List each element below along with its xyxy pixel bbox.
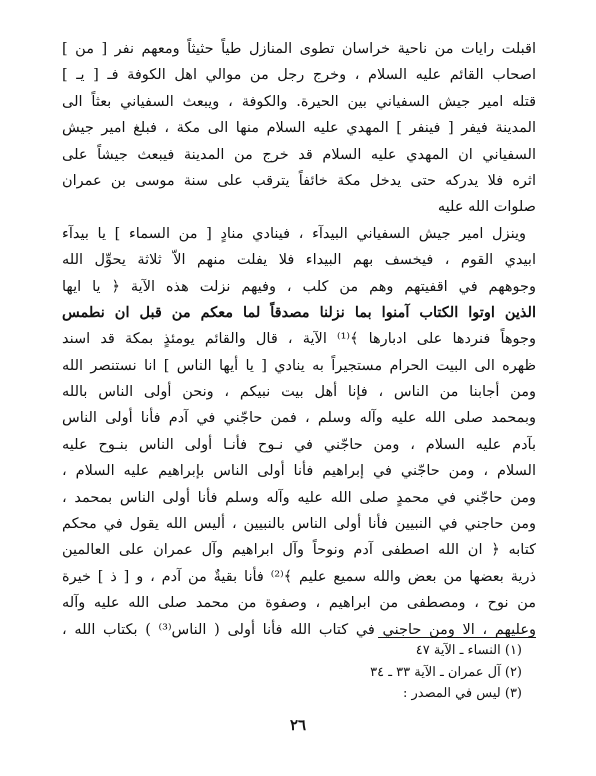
text-line: صلوات الله عليه (437, 199, 536, 216)
text-line: ومن حاجّني في محمدٍ صلى الله عليه وآله وسلم فأنا أولى الناس بمحمد ، (62, 489, 536, 506)
text-line: اقبلت رايات من ناحية خراسان تطوى المنازل طياً حثيثاً ومعهم نفر [ من ] (62, 41, 536, 57)
text-line: وعليهم ، الا ومن حاجني في كتاب الله فأنا أولى ( الناس⁽³⁾ ) بكتاب الله ، (62, 621, 536, 638)
text-line: ذرية بعضها من بعض والله سميع عليم ﴾⁽²⁾ فأنا بقيةٌ من آدم ، و [ ذ ] خيرة (62, 568, 536, 585)
text-line: وبمحمد صلى الله عليه وآله وسلم ، فمن حاجّني في آدم فأنا أولى الناس (62, 410, 536, 427)
text-line: اصحاب القائم عليه السلام ، وخرج رجل من موالي اهل الكوفة فـ [ يـ ] (62, 67, 536, 84)
text-line: قتله امير جيش السفياني بين الحيرة. والكوفة ، ويبعث السفياني بعثاً الى (62, 93, 536, 110)
text-line: من نوح ، ومصطفى من ابراهيم ، وصفوة من محمد صلى الله عليه وآله (62, 595, 536, 612)
text-line: وجوههم في اقفيتهم وهم من كلب ، وفيهم نزلت هذه الآية ﴿ يا ايها (62, 278, 536, 295)
text-line: ظهره الى البيت الحرام مستجيراً به ينادي [ يا أيها الناس ] انا نستنصر الله (62, 357, 536, 374)
text-line: السلام ، ومن حاجّني في إبراهيم فأنا أولى الناس بإبراهيم عليه السلام ، (62, 463, 536, 480)
text-line: كتابه ﴿ ان الله اصطفى آدم ونوحاً وآل ابراهيم وآل عمران على العالمين (62, 542, 536, 559)
footnote: (٢) آل عمران ـ الآية ٣٣ ـ ٣٤ (370, 664, 522, 680)
footnote-separator (378, 637, 536, 638)
text-line: ومن أجابنا من الناس ، فإنا أهل بيت نبيكم ، ونحن أولى الناس بالله (62, 384, 536, 401)
text-line: السفياني ان المهدي عليه السلام قد خرج من المدينة فيبعث جيشاً على (62, 146, 536, 163)
text-line: بآدم عليه السلام ، ومن حاجّني في نـوح فأنـا أولى الناس بنـوح عليه (62, 436, 536, 453)
text-line: ابيدي القوم ، فيخسف بهم البيداء فلا يفلت منهم الاّ ثلاثة يحوِّل الله (62, 252, 536, 269)
text-line: ومن حاجني في النبيين فأنا أولى الناس بالنبيين ، أليس الله يقول في محكم (62, 516, 536, 533)
footnotes (300, 640, 522, 705)
page-number: ٢٦ (289, 716, 307, 734)
text-line: الذين اوتوا الكتاب آمنوا بما نزلنا مصدقاً لما معكم من قبل ان نطمس (62, 303, 536, 321)
footnote: (١) النساء ـ الآية ٤٧ (415, 643, 522, 658)
text-line: المدينة فيفر [ فينفر ] المهدي عليه السلام منها الى مكة ، فبلغ امير جيش (62, 120, 536, 137)
text-line: وجوهاً فنردها على ادبارها ﴾⁽¹⁾ الآية ، قال والقائم يومئذٍ بمكة قد اسند (62, 331, 536, 348)
body-text (62, 36, 536, 643)
footnote: (٣) ليس في المصدر : (402, 686, 522, 701)
text-line: وينزل امير جيش السفياني البيدآء ، فينادي منادٍ [ من السماء ] يا بيدآء (62, 225, 526, 242)
text-line: اثره فلا يدركه حتى يدخل مكة خائفاً يترقب على سنة موسى بن عمران (62, 172, 536, 189)
